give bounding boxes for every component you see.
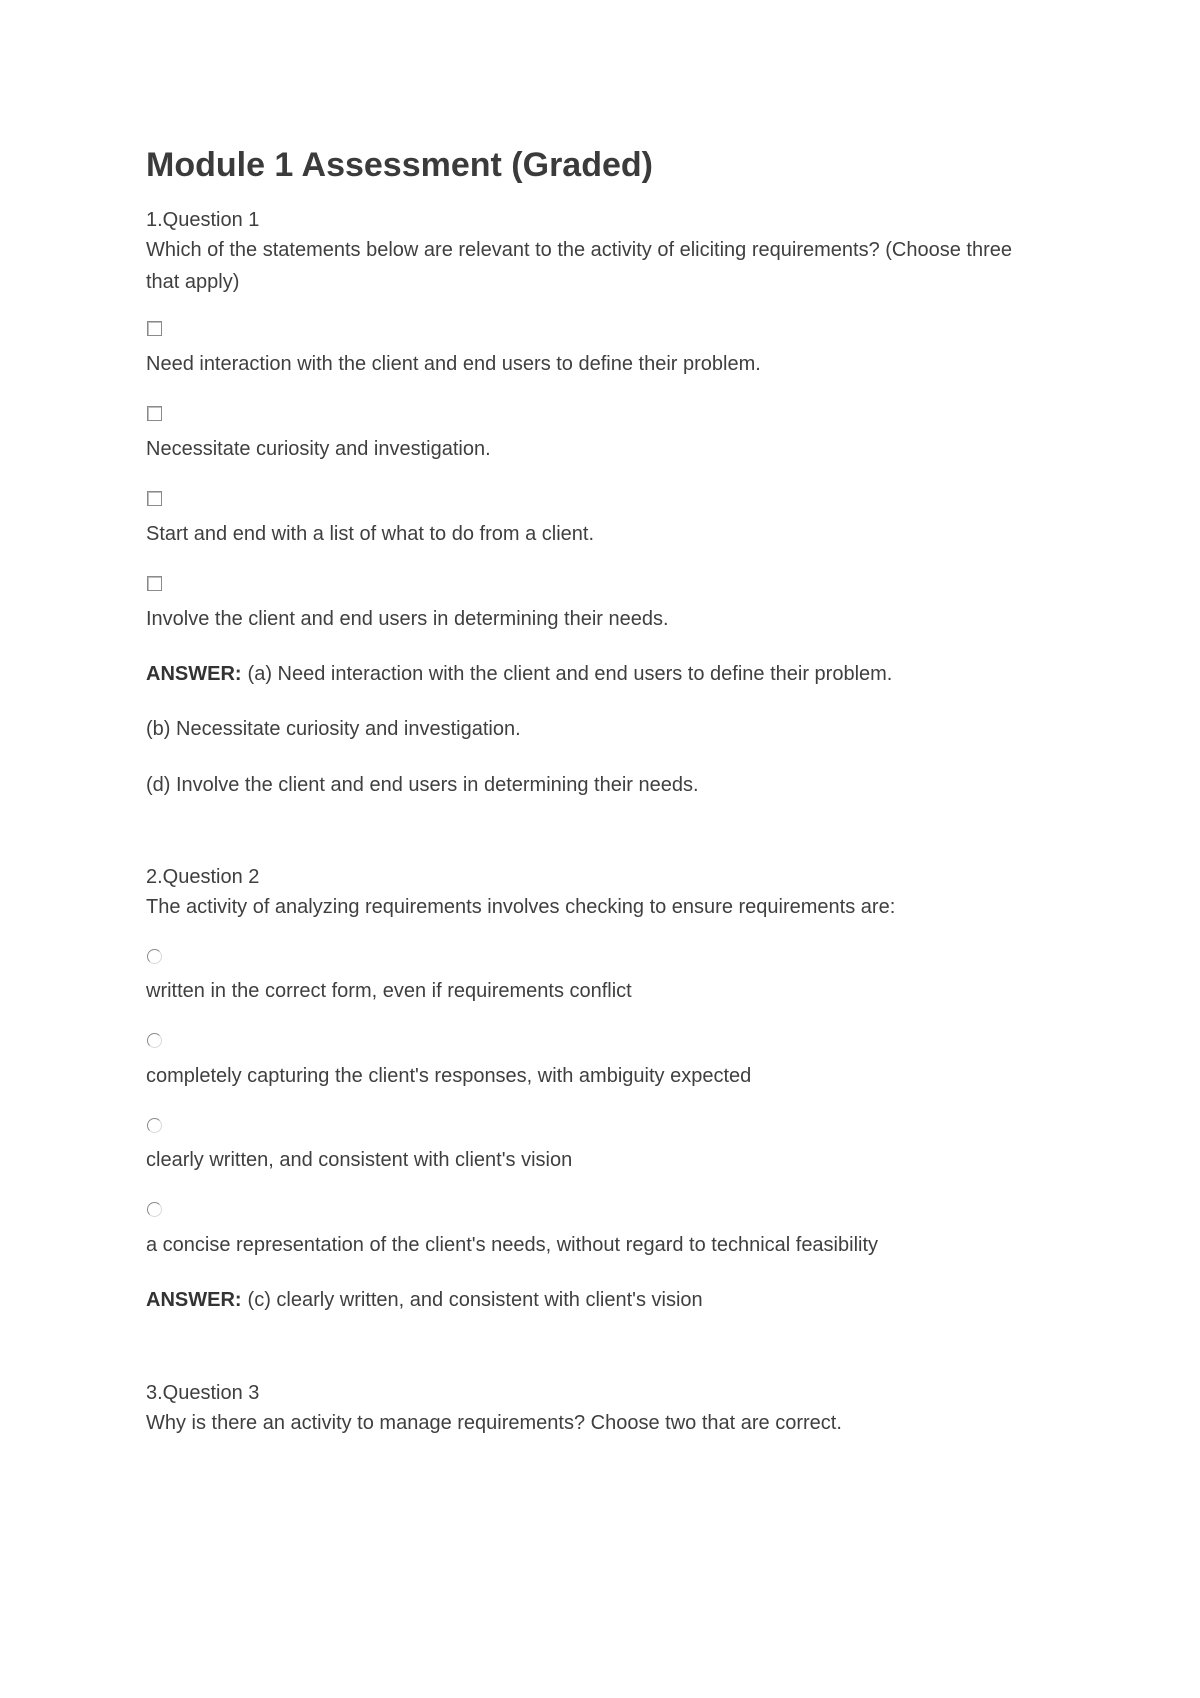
option-c-checkbox[interactable] [147, 491, 162, 506]
question-1-option-a: Need interaction with the client and end users to define their problem. [146, 353, 761, 375]
option-a-radio[interactable] [147, 949, 162, 964]
question-1-prompt: Which of the statements below are relevant to the activity of eliciting requirements? (Choose three that apply) [146, 239, 1012, 293]
option-c-radio[interactable] [147, 1118, 162, 1133]
question-2-option-a: written in the correct form, even if requirements conflict [146, 980, 632, 1002]
option-d-radio[interactable] [147, 1202, 162, 1217]
option-b-radio[interactable] [147, 1033, 162, 1048]
question-3-prompt: Why is there an activity to manage requirements? Choose two that are correct. [146, 1412, 842, 1434]
question-2-heading: 2.Question 2 [146, 866, 260, 888]
question-1-answer [146, 658, 892, 690]
question-1-option-b: Necessitate curiosity and investigation. [146, 438, 491, 460]
page-title: Module 1 Assessment (Graded) [146, 146, 653, 184]
question-2-option-b: completely capturing the client's responses, with ambiguity expected [146, 1065, 752, 1087]
question-2-answer [146, 1284, 703, 1316]
question-2-option-c: clearly written, and consistent with client's vision [146, 1149, 573, 1171]
answer-line: (a) Need interaction with the client and end users to define their problem. [247, 663, 893, 685]
answer-label: ANSWER: [146, 663, 242, 685]
answer-line: (d) Involve the client and end users in determining their needs. [146, 774, 699, 796]
question-2-prompt: The activity of analyzing requirements involves checking to ensure requirements are: [146, 896, 896, 918]
answer-label: ANSWER: [146, 1289, 242, 1311]
answer-line: (b) Necessitate curiosity and investigation. [146, 718, 521, 740]
question-1-option-d: Involve the client and end users in determining their needs. [146, 608, 669, 630]
answer-line: (c) clearly written, and consistent with client's vision [247, 1289, 703, 1311]
option-d-checkbox[interactable] [147, 576, 162, 591]
question-1-option-c: Start and end with a list of what to do from a client. [146, 523, 595, 545]
option-b-checkbox[interactable] [147, 406, 162, 421]
question-2-option-d: a concise representation of the client's needs, without regard to technical feasibility [146, 1234, 879, 1256]
option-a-checkbox[interactable] [147, 321, 162, 336]
question-3-heading: 3.Question 3 [146, 1382, 260, 1404]
question-1-heading: 1.Question 1 [146, 209, 260, 231]
